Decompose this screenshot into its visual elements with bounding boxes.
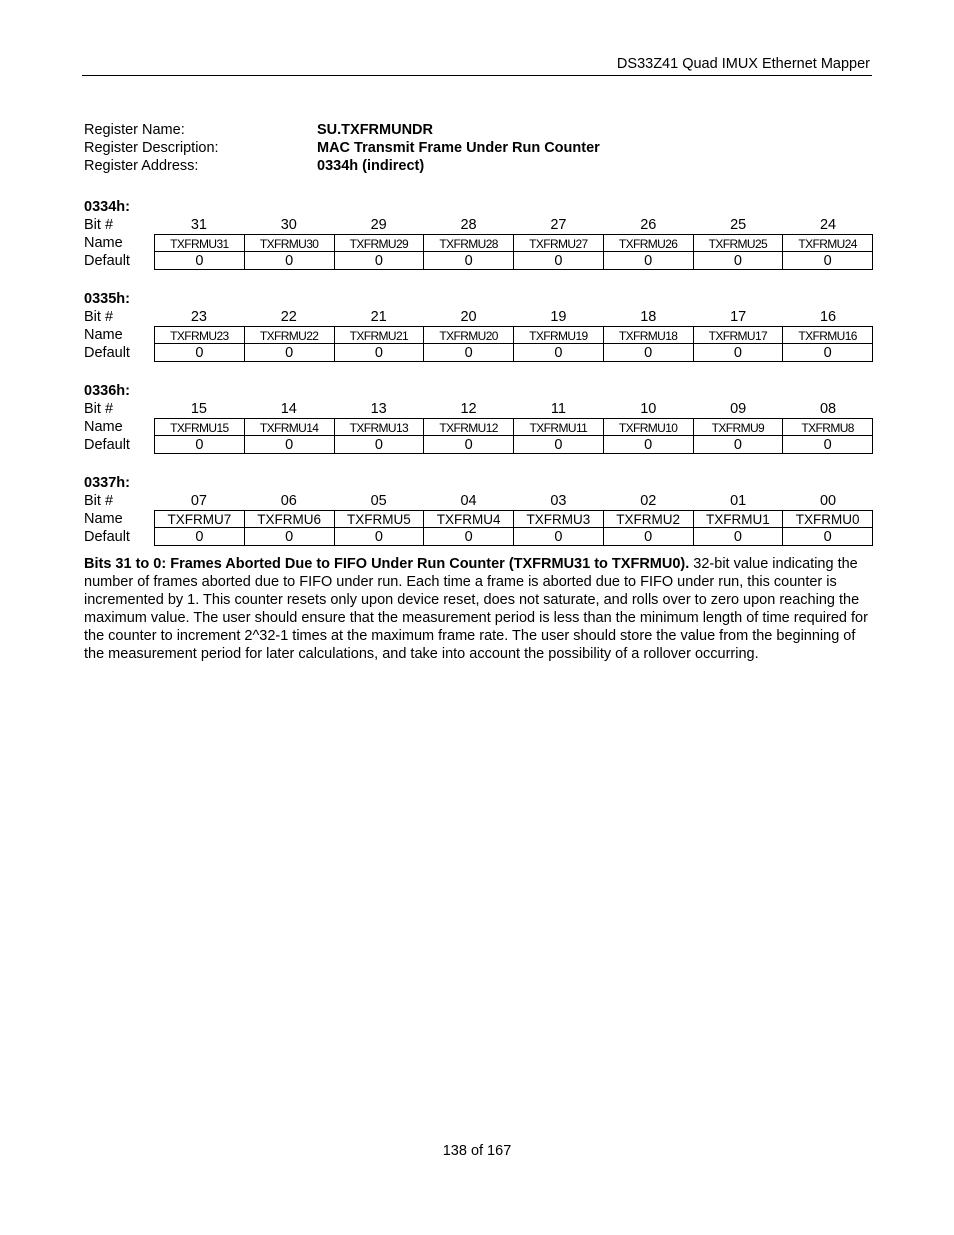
bit-default: 0 [335, 344, 425, 362]
name-row-label: Name [84, 327, 123, 343]
bit-number: 09 [730, 401, 747, 417]
bit-name: TXFRMU9 [694, 418, 784, 436]
bit-default: 0 [514, 528, 604, 546]
name-row-label: Name [84, 235, 123, 251]
bit-row [84, 308, 873, 326]
bit-name: TXFRMU28 [424, 234, 514, 252]
bit-number: 17 [730, 309, 747, 325]
bit-name: TXFRMU30 [245, 234, 335, 252]
bit-row [84, 400, 873, 418]
bit-name: TXFRMU20 [424, 326, 514, 344]
bit-number: 16 [819, 309, 837, 325]
bit-name: TXFRMU1 [694, 510, 784, 528]
name-row [84, 510, 873, 528]
default-row-label: Default [84, 345, 130, 361]
bit-default: 0 [604, 528, 694, 546]
bit-number: 23 [190, 309, 207, 325]
bit-number: 27 [550, 217, 567, 233]
bit-number: 15 [190, 401, 207, 417]
default-row [84, 252, 873, 270]
bit-default: 0 [245, 344, 335, 362]
register-info [84, 121, 600, 175]
register-block-0335h [84, 290, 873, 362]
bit-default: 0 [694, 528, 784, 546]
register-name-row [84, 121, 600, 139]
register-name-label: Register Name: [84, 122, 185, 138]
default-row-label: Default [84, 529, 130, 545]
bit-number: 22 [280, 309, 297, 325]
bit-number: 07 [190, 493, 207, 509]
name-row-label: Name [84, 511, 123, 527]
register-block-0337h [84, 474, 873, 546]
bit-default: 0 [245, 528, 335, 546]
bit-name: TXFRMU27 [514, 234, 604, 252]
bit-number: 31 [190, 217, 207, 233]
bit-number: 28 [460, 217, 477, 233]
bit-row-label: Bit # [84, 493, 114, 509]
header-rule [82, 75, 872, 76]
bit-default: 0 [155, 252, 245, 270]
bit-default: 0 [783, 344, 873, 362]
register-description-label: Register Description: [84, 140, 219, 156]
bit-number: 20 [460, 309, 477, 325]
bit-description-body: 32-bit value indicating the number of frames aborted due to FIFO under run. Each time a frame is aborted due to FIFO under run, this counter is incremented by 1. This counter resets only upon device reset, does not saturate, and rolls over to zero upon reaching the maximum value. The user should ensure that the measurement period is less than the minimum length of time required for the counter to increment 2^32-1 times at the maximum frame rate. The user should store the value from the beginning of the measurement period for later calculations, and take into account the possibility of a rollover occurring. [84, 556, 868, 662]
default-row-label: Default [84, 437, 130, 453]
bit-name: TXFRMU16 [783, 326, 873, 344]
bit-name: TXFRMU24 [783, 234, 873, 252]
register-address-label: Register Address: [84, 158, 199, 174]
bit-number: 08 [819, 401, 837, 417]
bit-default: 0 [424, 252, 514, 270]
page-header-title: DS33Z41 Quad IMUX Ethernet Mapper [616, 56, 870, 72]
register-address-row [84, 157, 600, 175]
bit-default: 0 [245, 436, 335, 454]
bit-number: 25 [730, 217, 747, 233]
bit-row-label: Bit # [84, 401, 114, 417]
bit-row [84, 492, 873, 510]
bit-name: TXFRMU23 [155, 326, 245, 344]
bit-name: TXFRMU14 [245, 418, 335, 436]
bit-default: 0 [514, 436, 604, 454]
bit-name: TXFRMU13 [335, 418, 425, 436]
name-row-label: Name [84, 419, 123, 435]
default-row [84, 436, 873, 454]
bit-name: TXFRMU21 [335, 326, 425, 344]
bit-name: TXFRMU18 [604, 326, 694, 344]
bit-name: TXFRMU2 [604, 510, 694, 528]
bit-name: TXFRMU29 [335, 234, 425, 252]
bit-number: 11 [550, 401, 566, 417]
bit-row-label: Bit # [84, 309, 114, 325]
bit-name: TXFRMU25 [694, 234, 784, 252]
bit-default: 0 [604, 344, 694, 362]
block-address: 0334h: [84, 199, 130, 215]
page-number: 138 of 167 [442, 1143, 512, 1159]
bit-name: TXFRMU22 [245, 326, 335, 344]
bit-row-label: Bit # [84, 217, 114, 233]
bit-number: 05 [370, 493, 387, 509]
name-row [84, 326, 873, 344]
bit-default: 0 [424, 528, 514, 546]
block-address: 0336h: [84, 383, 130, 399]
bit-number: 29 [370, 217, 387, 233]
register-description-row [84, 139, 600, 157]
bit-default: 0 [335, 436, 425, 454]
register-address-value: 0334h (indirect) [317, 158, 425, 174]
bit-number: 14 [280, 401, 297, 417]
bit-default: 0 [783, 528, 873, 546]
bit-name: TXFRMU17 [694, 326, 784, 344]
bit-default: 0 [155, 436, 245, 454]
default-row [84, 344, 873, 362]
bit-number: 30 [280, 217, 297, 233]
bit-number: 04 [460, 493, 477, 509]
bit-default: 0 [783, 436, 873, 454]
bit-number: 01 [730, 493, 747, 509]
register-name-value: SU.TXFRMUNDR [317, 122, 433, 138]
register-description-value: MAC Transmit Frame Under Run Counter [317, 140, 600, 156]
bit-name: TXFRMU19 [514, 326, 604, 344]
bit-default: 0 [335, 528, 425, 546]
block-address: 0337h: [84, 475, 130, 491]
bit-default: 0 [155, 344, 245, 362]
bit-name: TXFRMU0 [783, 510, 873, 528]
bit-number: 21 [370, 309, 387, 325]
bit-number: 06 [280, 493, 297, 509]
bit-number: 13 [370, 401, 387, 417]
bit-number: 00 [819, 493, 837, 509]
bit-name: TXFRMU7 [155, 510, 245, 528]
bit-default: 0 [424, 344, 514, 362]
bit-default: 0 [335, 252, 425, 270]
bit-name: TXFRMU15 [155, 418, 245, 436]
register-block-0336h [84, 382, 873, 454]
bit-number: 24 [819, 217, 837, 233]
bit-default: 0 [604, 436, 694, 454]
bit-default: 0 [694, 344, 784, 362]
bit-number: 10 [640, 401, 657, 417]
bit-name: TXFRMU26 [604, 234, 694, 252]
bit-name: TXFRMU6 [245, 510, 335, 528]
bit-name: TXFRMU8 [783, 418, 873, 436]
bit-name: TXFRMU31 [155, 234, 245, 252]
bit-default: 0 [694, 436, 784, 454]
bit-number: 19 [550, 309, 567, 325]
bit-number: 26 [640, 217, 657, 233]
bit-default: 0 [514, 252, 604, 270]
bit-default: 0 [155, 528, 245, 546]
bit-number: 18 [640, 309, 657, 325]
bit-number: 03 [550, 493, 567, 509]
block-address: 0335h: [84, 291, 130, 307]
register-block-0334h [84, 198, 873, 270]
bit-default: 0 [514, 344, 604, 362]
bit-description [84, 555, 874, 663]
bit-name: TXFRMU4 [424, 510, 514, 528]
default-row [84, 528, 873, 546]
bit-name: TXFRMU11 [514, 418, 604, 436]
bit-number: 12 [460, 401, 477, 417]
bit-row [84, 216, 873, 234]
bit-default: 0 [783, 252, 873, 270]
bit-default: 0 [694, 252, 784, 270]
bit-name: TXFRMU12 [424, 418, 514, 436]
bit-description-heading: Bits 31 to 0: Frames Aborted Due to FIFO Under Run Counter (TXFRMU31 to TXFRMU0). [84, 556, 690, 572]
bit-name: TXFRMU5 [335, 510, 425, 528]
bit-name: TXFRMU10 [604, 418, 694, 436]
default-row-label: Default [84, 253, 130, 269]
bit-default: 0 [245, 252, 335, 270]
bit-name: TXFRMU3 [514, 510, 604, 528]
bit-number: 02 [640, 493, 657, 509]
bit-default: 0 [604, 252, 694, 270]
bit-default: 0 [424, 436, 514, 454]
name-row [84, 234, 873, 252]
name-row [84, 418, 873, 436]
